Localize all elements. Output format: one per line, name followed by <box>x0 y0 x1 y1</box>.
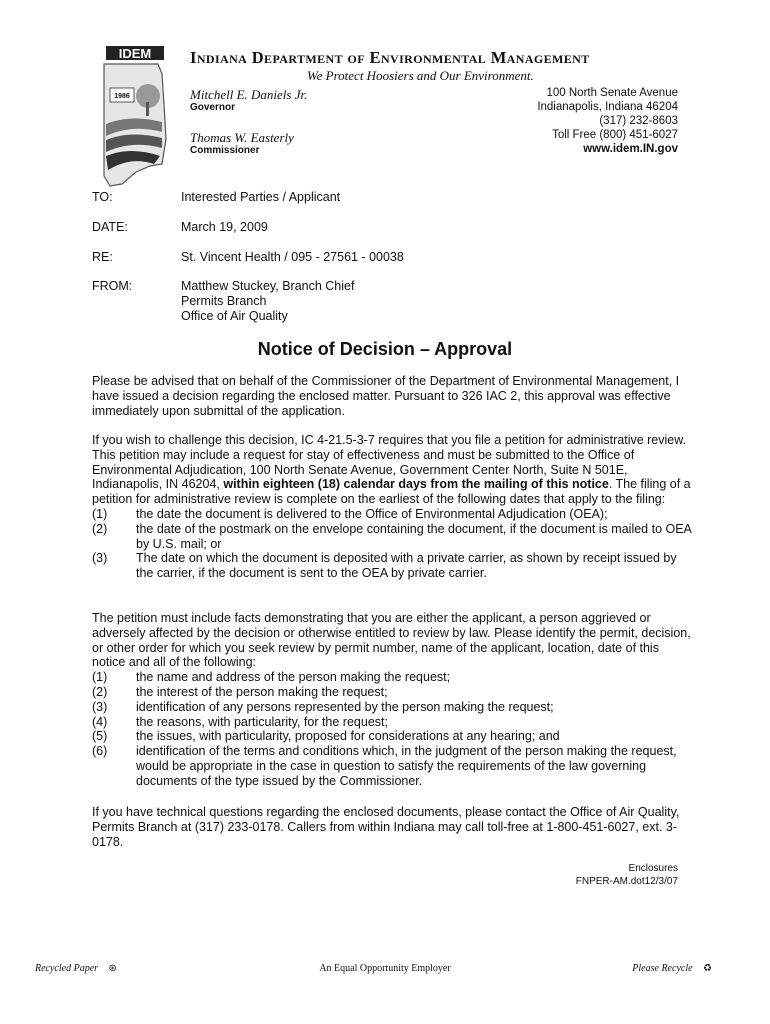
from-line: Permits Branch <box>181 294 267 308</box>
please-recycle-text: Please Recycle <box>632 963 693 974</box>
paragraph-contact: If you have technical questions regarding the enclosed documents, please contact the Office of Air Quality, Permits Branch at (317) 233-0178. Callers from within Indiana may call toll-free at 1-800-451-6027, ext. 3-0178. <box>92 805 680 849</box>
recycled-paper-icon: ⊛ <box>108 963 117 974</box>
logo-year: 1986 <box>114 93 130 100</box>
list-number: (6) <box>92 744 108 759</box>
list-item <box>92 700 692 715</box>
list-item <box>92 507 692 522</box>
address-line: Toll Free (800) 451-6027 <box>552 129 678 141</box>
recycled-paper-text: Recycled Paper <box>35 963 99 974</box>
agency-tagline: We Protect Hoosiers and Our Environment. <box>307 68 534 83</box>
recycle-icon: ♻ <box>703 963 712 974</box>
notice-title: Notice of Decision – Approval <box>257 339 513 359</box>
list-number: (2) <box>92 521 108 536</box>
challenge-text-end: . The filing of a petition for administrative review is complete on the earliest of the following dates that apply to the filing: <box>92 477 691 507</box>
from-line: Office of Air Quality <box>181 309 288 323</box>
list-item <box>92 715 692 730</box>
agency-website: www.idem.IN.gov <box>583 143 678 155</box>
list-text: the reasons, with particularity, for the request; <box>136 714 388 729</box>
date-label: DATE: <box>92 220 128 234</box>
equal-opportunity-text: An Equal Opportunity Employer <box>319 963 451 974</box>
from-label: FROM: <box>92 279 133 293</box>
list-item <box>92 744 692 788</box>
from-line: Matthew Stuckey, Branch Chief <box>181 279 355 293</box>
list-number: (3) <box>92 699 108 714</box>
to-label: TO: <box>92 190 113 204</box>
list-text: the issues, with particularity, proposed for considerations at any hearing; and <box>136 729 560 744</box>
governor-name: Mitchell E. Daniels Jr. <box>190 87 308 102</box>
enclosure-block <box>576 862 678 888</box>
list-text: the date of the postmark on the envelope containing the document, if the document is mailed to OEA by U.S. mail; or <box>136 521 692 551</box>
list-text: identification of any persons represented by the person making the request; <box>136 699 554 714</box>
list-item <box>92 729 692 744</box>
governor-title: Governor <box>190 102 236 113</box>
paragraph-approval: Please be advised that on behalf of the Commissioner of the Department of Environmental Management, I have issued a decision regarding the enclosed matter. Pursuant to 326 IAC 2, this approval was effective immediately upon submittal of the application. <box>92 374 680 418</box>
idem-logo <box>96 44 174 194</box>
list-text: the date the document is delivered to the Office of Environmental Adjudication (OEA); <box>136 506 608 521</box>
deadline-text: within eighteen (18) calendar days from the mailing of this notice <box>223 477 609 492</box>
to-value: Interested Parties / Applicant <box>181 190 341 204</box>
list-text: the interest of the person making the request; <box>136 684 388 699</box>
address-line: (317) 232-8603 <box>599 115 678 127</box>
paragraph-petition <box>92 611 692 789</box>
list-number: (1) <box>92 506 108 521</box>
list-number: (3) <box>92 551 108 566</box>
agency-name: Indiana Department of Environmental Management <box>190 48 590 67</box>
please-recycle-note <box>632 963 712 974</box>
from-value <box>181 279 354 324</box>
address-line: 100 North Senate Avenue <box>546 87 678 99</box>
list-number: (1) <box>92 670 108 685</box>
enclosures-label: Enclosures <box>628 863 678 874</box>
challenge-text: If you wish to challenge this decision, IC 4-21.5-3-7 requires that you file a petition for administrative review. This petition may include a request for stay of effectiveness and must be submitted to the Office of Environmental Adjudication, 100 North Senate Avenue, Government Center North, Suite N 501E, Indianapolis, IN 46204, <box>92 433 687 492</box>
re-label: RE: <box>92 250 113 264</box>
date-value: March 19, 2009 <box>181 220 268 234</box>
commissioner-name: Thomas W. Easterly <box>190 130 294 145</box>
list-number: (2) <box>92 684 108 699</box>
list-text: identification of the terms and conditions which, in the judgment of the person making the request, would be appropriate in the case in question to satisfy the requirements of the law governing documents of the type issued by the Commissioner. <box>136 744 677 788</box>
re-value: St. Vincent Health / 095 - 27561 - 00038 <box>181 250 404 264</box>
commissioner-title: Commissioner <box>190 145 260 156</box>
form-id: FNPER-AM.dot12/3/07 <box>575 876 678 887</box>
paragraph-challenge <box>92 433 692 581</box>
list-number: (5) <box>92 729 108 744</box>
svg-text:IDEM: IDEM <box>118 46 152 61</box>
list-number: (4) <box>92 714 108 729</box>
petition-text: The petition must include facts demonstrating that you are either the applicant, a person aggrieved or adversely affected by the decision or otherwise entitled to review by law. Please identify the permit, decision, or other order for which you seek review by permit number, name of the applicant, location, date of this notice and all of the following: <box>92 611 691 670</box>
agency-address <box>537 86 678 156</box>
list-item <box>92 551 692 581</box>
address-line: Indianapolis, Indiana 46204 <box>537 101 678 113</box>
list-text: the name and address of the person making the request; <box>136 670 451 685</box>
list-item <box>92 670 692 685</box>
list-item <box>92 522 692 552</box>
list-text: The date on which the document is deposited with a private carrier, as shown by receipt issued by the carrier, if the document is sent to the OEA by private carrier. <box>136 551 677 581</box>
list-item <box>92 685 692 700</box>
